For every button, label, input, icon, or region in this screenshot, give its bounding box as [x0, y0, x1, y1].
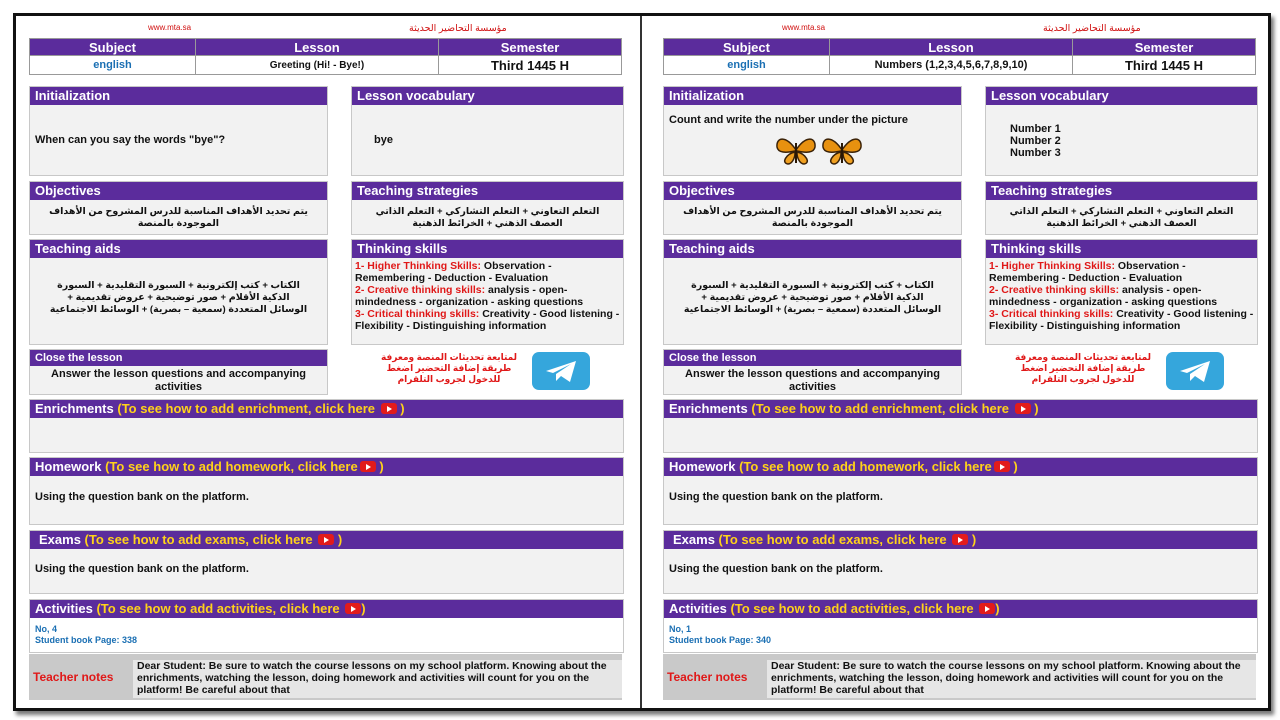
butterfly-icon [777, 139, 815, 164]
homework-bar [30, 458, 623, 476]
strategies-text: التعلم التعاوني + التعلم التشاركي + التعلم الذاتي العصف الذهني + الخرائط الذهنية [375, 206, 600, 229]
site-name: مؤسسة التحاضير الحديثة [409, 23, 507, 34]
enrichments-section [663, 399, 1258, 453]
lesson-plan-page-1 [29, 16, 623, 708]
homework-section [663, 457, 1258, 525]
initialization-title: Initialization [30, 87, 327, 105]
close-text: Answer the lesson questions and accompanying activities [685, 368, 940, 393]
vocabulary-word: Number 3 [1010, 147, 1061, 159]
aids-section [29, 239, 328, 345]
close-title: Close the lesson [30, 350, 327, 366]
vocabulary-list [1010, 123, 1252, 159]
aids-text: الكتاب + كتب إلكترونية + السبورة التقليدية + السبورة الذكية الأقلام + صور توضيحية + عروض تقديمية + الوسائل المتعددة (سمعية – بصرية) + الوسائط الاجتماعية [49, 280, 308, 315]
initialization-text: When can you say the words "bye"? [35, 134, 226, 146]
objectives-title: Objectives [30, 182, 327, 200]
homework-title: Homework [669, 459, 736, 474]
creative-skills-label: 2- Creative thinking skills: [989, 284, 1120, 296]
activity-number: No, 1 [669, 624, 692, 634]
teacher-notes-label: Teacher notes [667, 670, 748, 684]
aids-title: Teaching aids [30, 240, 327, 258]
initialization-section [29, 86, 328, 176]
exams-bar [30, 531, 623, 549]
enrichments-link[interactable]: (To see how to add enrichment, click here ) [751, 401, 1039, 416]
exams-link[interactable]: (To see how to add exams, click here ) [718, 532, 977, 547]
homework-title: Homework [35, 459, 102, 474]
activities-bar [30, 600, 623, 618]
thinking-title: Thinking skills [986, 240, 1257, 258]
close-title: Close the lesson [664, 350, 961, 366]
thinking-section [985, 239, 1258, 345]
activities-section [663, 599, 1258, 653]
enrichments-bar [30, 400, 623, 418]
telegram-promo-text[interactable]: لمتابعة تحديثات المنصة ومعرفة طريقة إضافة التحضير اضغط للدخول لجروب التلقرام [1014, 352, 1152, 384]
exams-title: Exams [673, 532, 715, 547]
strategies-title: Teaching strategies [986, 182, 1257, 200]
exams-link[interactable]: (To see how to add exams, click here ) [84, 532, 343, 547]
lesson-header: Lesson [196, 39, 439, 56]
youtube-icon [994, 461, 1010, 472]
creative-skills-text: analysis - open-mindedness - organization - asking questions [355, 284, 584, 308]
enrichments-bar [664, 400, 1257, 418]
vocabulary-section [985, 86, 1258, 176]
strategies-title: Teaching strategies [352, 182, 623, 200]
activities-title: Activities [35, 601, 93, 616]
youtube-icon [345, 603, 361, 614]
initialization-text: Count and write the number under the picture [669, 114, 908, 126]
telegram-icon [1166, 352, 1224, 390]
activities-link[interactable]: (To see how to add activities, click here ) [96, 601, 366, 616]
subject-value: english [664, 56, 830, 75]
youtube-icon [979, 603, 995, 614]
semester-header: Semester [1073, 39, 1256, 56]
close-section [29, 349, 328, 395]
lesson-plan-page-2 [663, 16, 1257, 708]
strategies-section [985, 181, 1258, 235]
vocabulary-word: Number 2 [1010, 135, 1061, 147]
site-name: مؤسسة التحاضير الحديثة [1043, 23, 1141, 34]
aids-section [663, 239, 962, 345]
telegram-promo-text[interactable]: لمتابعة تحديثات المنصة ومعرفة طريقة إضافة التحضير اضغط للدخول لجروب التلقرام [380, 352, 518, 384]
teacher-notes-label: Teacher notes [33, 670, 114, 684]
vocabulary-word: bye [374, 134, 393, 146]
activity-number: No, 4 [35, 624, 58, 634]
objectives-text: يتم تحديد الأهداف المناسبة للدرس المشروح من الأهداف الموجودة بالمنصة [683, 206, 942, 229]
site-url[interactable]: www.mta.sa [148, 23, 192, 32]
exams-bar [664, 531, 1257, 549]
youtube-icon [1015, 403, 1031, 414]
exams-section [663, 530, 1258, 594]
teacher-notes-section [29, 654, 622, 700]
subject-header: Subject [664, 39, 830, 56]
exams-text: Using the question bank on the platform. [669, 563, 883, 575]
thinking-title: Thinking skills [352, 240, 623, 258]
strategies-section [351, 181, 624, 235]
critical-skills-label: 3- Critical thinking skills: [355, 308, 480, 320]
activity-details [669, 624, 1252, 646]
objectives-title: Objectives [664, 182, 961, 200]
initialization-section [663, 86, 962, 176]
activities-link[interactable]: (To see how to add activities, click here ) [730, 601, 1000, 616]
vocabulary-title: Lesson vocabulary [986, 87, 1257, 105]
strategies-text: التعلم التعاوني + التعلم التشاركي + التعلم الذاتي العصف الذهني + الخرائط الذهنية [1009, 206, 1234, 229]
teacher-notes-text: Dear Student: Be sure to watch the course lessons on my school platform. Knowing about the enrichments, watching the lesson, doing homework and activities will count for you on the platform! Be careful about that [767, 660, 1256, 698]
site-url[interactable]: www.mta.sa [782, 23, 826, 32]
homework-section [29, 457, 624, 525]
activity-page: Student book Page: 340 [669, 635, 772, 645]
homework-text: Using the question bank on the platform. [669, 491, 883, 503]
youtube-icon [952, 534, 968, 545]
higher-skills-text: Observation - Remembering - Deduction - Evaluation [989, 260, 1186, 284]
activities-bar [664, 600, 1257, 618]
higher-skills-label: 1- Higher Thinking Skills: [989, 260, 1116, 272]
telegram-button[interactable] [1166, 352, 1224, 390]
higher-skills-text: Observation - Remembering - Deduction - Evaluation [355, 260, 552, 284]
header-table [29, 38, 622, 75]
aids-title: Teaching aids [664, 240, 961, 258]
activities-title: Activities [669, 601, 727, 616]
youtube-icon [318, 534, 334, 545]
objectives-section [29, 181, 328, 235]
creative-skills-text: analysis - open-mindedness - organization - asking questions [989, 284, 1218, 308]
objectives-text: يتم تحديد الأهداف المناسبة للدرس المشروح من الأهداف الموجودة بالمنصة [49, 206, 308, 229]
vocabulary-title: Lesson vocabulary [352, 87, 623, 105]
thinking-section [351, 239, 624, 345]
activity-details [35, 624, 618, 646]
semester-value: Third 1445 H [1073, 56, 1256, 75]
subject-value: english [30, 56, 196, 75]
page-divider [640, 16, 642, 708]
lesson-header: Lesson [830, 39, 1073, 56]
youtube-icon [360, 461, 376, 472]
homework-link[interactable]: (To see how to add homework, click here ) [105, 459, 384, 474]
exams-text: Using the question bank on the platform. [35, 563, 249, 575]
exams-section [29, 530, 624, 594]
header-table [663, 38, 1256, 75]
activity-page: Student book Page: 338 [35, 635, 138, 645]
enrichments-title: Enrichments [669, 401, 748, 416]
activities-section [29, 599, 624, 653]
semester-value: Third 1445 H [439, 56, 622, 75]
thinking-skills-list [989, 260, 1255, 332]
teacher-notes-section [663, 654, 1256, 700]
objectives-section [663, 181, 962, 235]
teacher-notes-text: Dear Student: Be sure to watch the course lessons on my school platform. Knowing about the enrichments, watching the lesson, doing homework and activities will count for you on the platform! Be careful about that [133, 660, 622, 698]
critical-skills-text: Creativity - Good listening - Flexibility - Distinguishing information [989, 308, 1254, 332]
close-text: Answer the lesson questions and accompanying activities [51, 368, 306, 393]
homework-text: Using the question bank on the platform. [35, 491, 249, 503]
enrichments-link[interactable]: (To see how to add enrichment, click here ) [117, 401, 405, 416]
homework-link[interactable]: (To see how to add homework, click here ) [739, 459, 1018, 474]
critical-skills-text: Creativity - Good listening - Flexibility - Distinguishing information [355, 308, 620, 332]
critical-skills-label: 3- Critical thinking skills: [989, 308, 1114, 320]
telegram-icon [532, 352, 590, 390]
initialization-title: Initialization [664, 87, 961, 105]
exams-title: Exams [39, 532, 81, 547]
enrichments-title: Enrichments [35, 401, 114, 416]
enrichments-section [29, 399, 624, 453]
subject-header: Subject [30, 39, 196, 56]
creative-skills-label: 2- Creative thinking skills: [355, 284, 486, 296]
higher-skills-label: 1- Higher Thinking Skills: [355, 260, 482, 272]
telegram-button[interactable] [532, 352, 590, 390]
vocabulary-section [351, 86, 624, 176]
youtube-icon [381, 403, 397, 414]
vocabulary-word: Number 1 [1010, 123, 1061, 135]
butterfly-icon [823, 139, 861, 164]
semester-header: Semester [439, 39, 622, 56]
document-frame [13, 13, 1271, 711]
thinking-skills-list [355, 260, 621, 332]
lesson-value: Greeting (Hi! - Bye!) [196, 56, 439, 75]
aids-text: الكتاب + كتب إلكترونية + السبورة التقليدية + السبورة الذكية الأقلام + صور توضيحية + عروض تقديمية + الوسائل المتعددة (سمعية – بصرية) + الوسائط الاجتماعية [683, 280, 942, 315]
lesson-value: Numbers (1,2,3,4,5,6,7,8,9,10) [830, 56, 1073, 75]
butterflies-picture [774, 133, 866, 167]
homework-bar [664, 458, 1257, 476]
close-section [663, 349, 962, 395]
